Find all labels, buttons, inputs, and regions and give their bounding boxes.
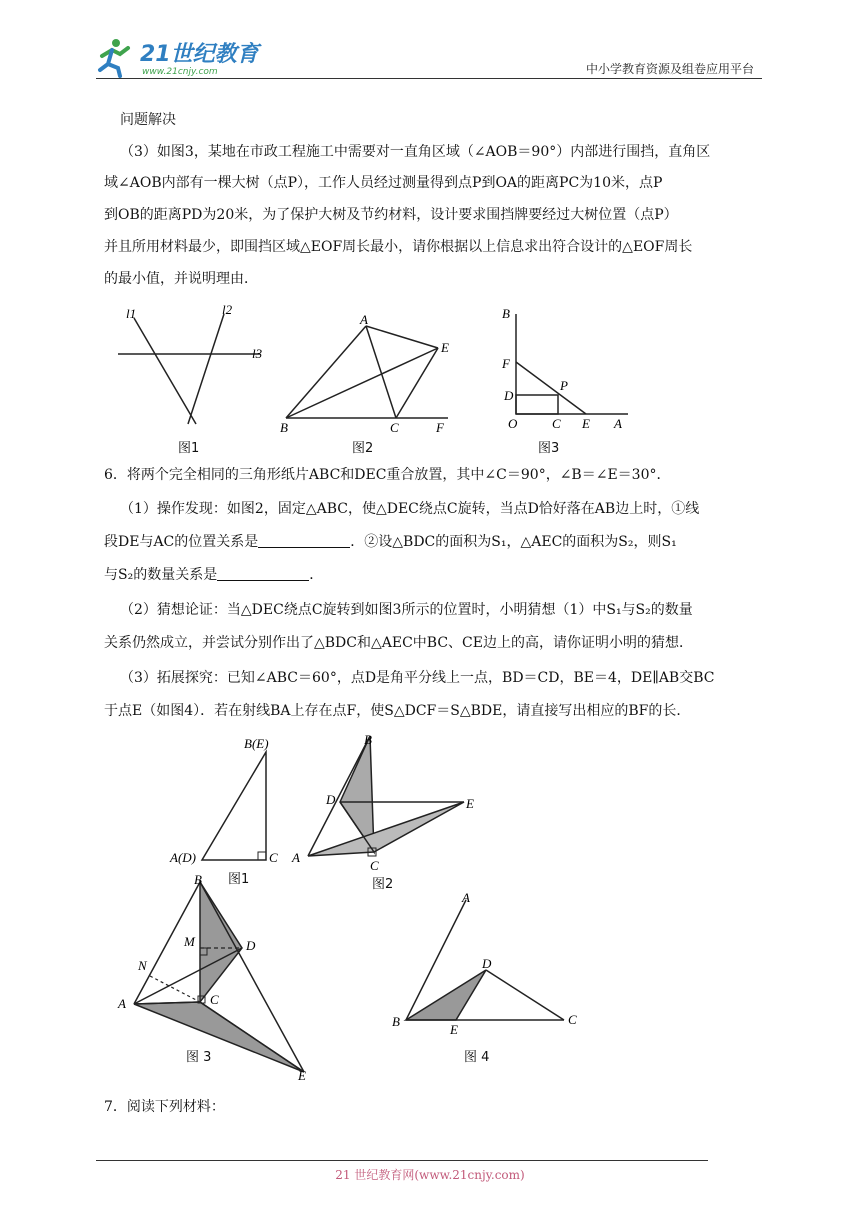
p6-figure-1	[166, 730, 286, 870]
label-AD: A(D)	[170, 850, 196, 865]
label-D: D	[246, 938, 256, 953]
label-A: A	[462, 890, 470, 905]
p7-title: 7．阅读下列材料：	[104, 1099, 225, 1115]
label-F: F	[436, 420, 444, 435]
section-title: 问题解决	[120, 112, 176, 128]
label-P: P	[560, 378, 568, 393]
label-A: A	[614, 416, 622, 431]
answer-blank-2[interactable]	[217, 566, 309, 581]
p5-line: 到OB的距离PD为20米，为了保护大树及节约材料，设计要求围挡牌要经过大树位置（点P）	[104, 207, 678, 223]
footer-rule	[96, 1160, 708, 1161]
p6-part1-line3: 与S₂的数量关系是 ．	[104, 567, 324, 583]
p5-line: 并且所用材料最少，即围挡区域△EOF周长最小，请你根据以上信息求出符合设计的△EOF周长	[104, 239, 693, 255]
label-A: A	[118, 996, 126, 1011]
label-D: D	[504, 388, 514, 403]
p6-part1: （1）操作发现：如图2，固定△ABC，使△DEC绕点C旋转，当点D恰好落在AB边上时，①线	[120, 501, 700, 517]
label-F: F	[502, 356, 510, 371]
label-C: C	[568, 1012, 577, 1027]
platform-title: 中小学教育资源及组卷应用平台	[585, 62, 754, 76]
figure-2-triangles	[278, 308, 468, 438]
label-A: A	[292, 850, 300, 865]
answer-blank-1[interactable]	[258, 533, 350, 548]
label-C: C	[370, 858, 379, 873]
p6-fig4-caption: 图 4	[464, 1050, 490, 1065]
p6-figure-4	[388, 888, 588, 1038]
label-B: B	[392, 1014, 400, 1029]
label-O: O	[508, 416, 518, 431]
p6-fig2-caption: 图2	[372, 877, 394, 892]
p6-part2: （2）猜想论证：当△DEC绕点C旋转到如图3所示的位置时，小明猜想（1）中S₁与S₂的数量	[120, 602, 693, 618]
p5-line: 域∠AOB内部有一棵大树（点P），工作人员经过测量得到点P到OA的距离PC为10米，点P	[104, 175, 663, 191]
label-E: E	[450, 1022, 458, 1037]
label-E: E	[466, 796, 474, 811]
label-D: D	[482, 956, 492, 971]
label-D: D	[326, 792, 336, 807]
label-C: C	[390, 420, 399, 435]
p6-part1-line2: 段DE与AC的位置关系是 ．②设△BDC的面积为S₁，△AEC的面积为S₂，则S₁	[104, 534, 677, 550]
svg-text:21世纪教育: 21世纪教育	[140, 42, 259, 67]
figure-1-lines	[112, 304, 272, 454]
header-rule	[96, 78, 762, 79]
label-A: A	[360, 312, 368, 327]
figure-3-right-angle	[496, 304, 636, 434]
label-l3: l3	[252, 346, 263, 361]
runner-icon	[100, 39, 128, 76]
label-BE: B(E)	[244, 736, 269, 751]
label-B: B	[280, 420, 288, 435]
footer-text[interactable]: 21 世纪教育网(www.21cnjy.com)	[335, 1168, 525, 1182]
label-C: C	[269, 850, 278, 865]
label-B: B	[502, 306, 510, 321]
p6-fig1-caption: 图1	[228, 872, 250, 887]
brand-logo	[94, 34, 269, 78]
label-E: E	[582, 416, 590, 431]
label-M: M	[184, 934, 195, 949]
p6-stem: 6．将两个完全相同的三角形纸片ABC和DEC重合放置，其中∠C＝90°，∠B＝∠E＝30°．	[104, 467, 671, 483]
fig1-caption: 图1	[178, 441, 200, 456]
label-C: C	[552, 416, 561, 431]
label-N: N	[138, 958, 147, 973]
p6-figure-2	[288, 730, 488, 875]
p6-figure-3	[114, 872, 314, 1082]
p6-part3: 于点E（如图4）．若在射线BA上存在点F，使S△DCF＝S△BDE，请直接写出相应的BF的长．	[104, 703, 691, 719]
p6-part3: （3）拓展探究：已知∠ABC＝60°，点D是角平分线上一点，BD＝CD，BE＝4，DE∥AB交BC	[120, 670, 715, 686]
label-E: E	[298, 1068, 306, 1082]
fig3-caption: 图3	[538, 441, 560, 456]
p6-part2: 关系仍然成立，并尝试分别作出了△BDC和△AEC中BC、CE边上的高，请你证明小明的猜想．	[104, 635, 693, 651]
label-l2: l2	[222, 304, 233, 317]
label-l1: l1	[126, 306, 137, 321]
p6-fig3-caption: 图 3	[186, 1050, 212, 1065]
label-B: B	[194, 872, 202, 887]
label-E: E	[441, 340, 449, 355]
p5-line: （3）如图3，某地在市政工程施工中需要对一直角区域（∠AOB＝90°）内部进行围挡，直角区	[120, 144, 711, 160]
svg-text:www.21cnjy.com: www.21cnjy.com	[142, 67, 218, 77]
label-B: B	[364, 732, 372, 747]
fig2-caption: 图2	[352, 441, 374, 456]
label-C: C	[210, 992, 219, 1007]
p5-line: 的最小值，并说明理由．	[104, 271, 258, 287]
